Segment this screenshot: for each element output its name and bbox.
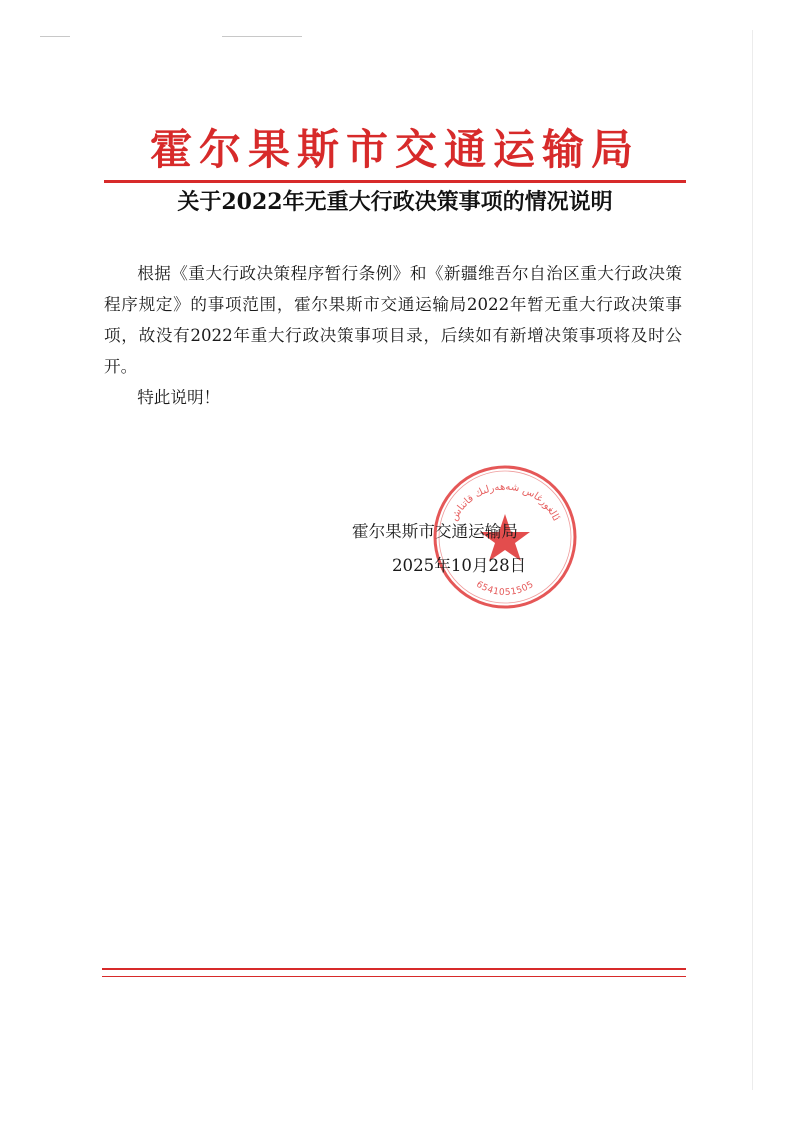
svg-text:6541051505	[474, 580, 536, 598]
letterhead-organization: 霍尔果斯市交通运输局	[149, 125, 640, 174]
svg-text:ﯪﻟﻐﻮﺭﻏﺎﺱ ﺷﻪﮬﻪﺭﻟﯩﻚ ﻗﺎﺗﻨﺎﺵ: ﯪﻟﻐﻮﺭﻏﺎﺱ ﺷﻪﮬﻪﺭﻟﯩﻚ ﻗﺎﺗﻨﺎﺵ	[448, 481, 562, 523]
footer-rule	[102, 968, 686, 970]
signature-date: 2025年10月28日	[392, 556, 527, 575]
body-closing: 特此说明！	[137, 388, 221, 407]
body-paragraph: 根据《重大行政决策程序暂行条例》和《新疆维吾尔自治区重大行政决策程序规定》的事项范围，霍尔果斯市交通运输局2022年暂无重大行政决策事项，故没有2022年重大行政决策事项目录，后续如有新增决策事项将及时公开。	[104, 264, 682, 376]
document-title: 关于2022年无重大行政决策事项的情况说明	[177, 189, 613, 215]
letterhead-rule	[104, 180, 686, 183]
signature-organization: 霍尔果斯市交通运输局	[352, 522, 518, 541]
scan-edge	[752, 30, 753, 1090]
scan-artifact	[40, 36, 70, 37]
footer-rule-thin	[102, 976, 686, 977]
document-body	[104, 258, 682, 413]
seal-serial: 6541051505	[474, 579, 536, 599]
scan-artifact	[222, 36, 302, 37]
